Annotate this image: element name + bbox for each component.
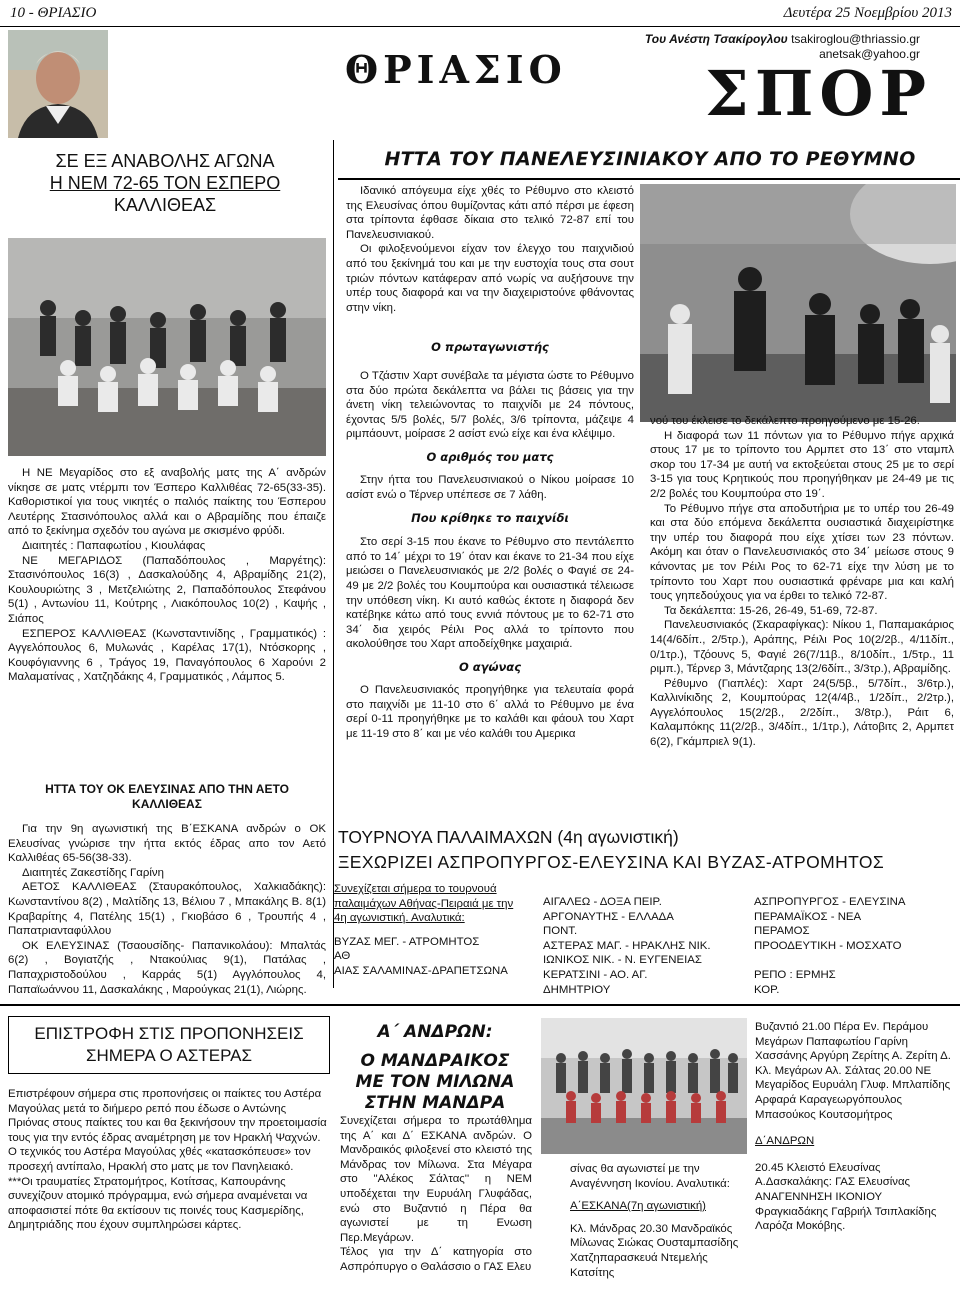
- editor-email[interactable]: tsakiroglou@thriassio.gr: [791, 32, 920, 46]
- tournament-c2-line7: ΔΗΜΗΤΡΙΟΥ: [543, 983, 611, 996]
- main-title-rule: [338, 178, 960, 180]
- tournament-c2-line4: ΑΣΤΕΡΑΣ ΜΑΓ. - ΗΡΑΚΛΗΣ ΝΙΚ.: [543, 939, 711, 952]
- mandra-right-heading: Δ΄ΑΝΔΡΩΝ: [755, 1135, 815, 1148]
- section-title: ΣΠΟΡ: [705, 57, 933, 130]
- p-game: Ο Πανελευσινιακός προηγήθηκε για τελευταία φορά στο παιχνίδι με 11-10 στο 6΄ αλλά το Ρέθυμνο με ένα σερί 0-11 προηγήθηκε με το καλάθι και φάουλ του Χαρτ με 11-19 στο 8΄ και με νέο καλάθι του Αμερικα: [346, 683, 634, 740]
- col3-p6: Ρέθυμνο (Γιαπλές): Χαρτ 24(5/5β., 5/7δίπ., 3/6τρ.), Καλλινίκιδης 2, Κουμπούρας 12(4/4β., 1/2δίπ., 2/2τρ.), Αγγελόπουλος 15(2/2β., 2/2δίπ., 3/8τρ.), Ράιτ 6, Καλαμπόκης 11(2/2β., 3/4δίπ., 1/1τρ.), Λάτοβιτς 2, Αρμπετ 6(2), Γκάμπριελ 9(1).: [650, 677, 954, 749]
- col3-p1: νού του έκλεισε το δεκάλεπτο προηγούμενο με 15-26.: [650, 415, 920, 427]
- sub-protagonist: Ο πρωταγωνιστής: [431, 340, 549, 354]
- tournament-c3-line6: ΡΕΠΟ : ΕΡΜΗΣ: [754, 968, 836, 981]
- sub-game: Ο αγώνας: [458, 659, 522, 674]
- action-photo: [640, 184, 956, 422]
- tournament-col2: [543, 895, 743, 997]
- tournament-c1-line2: ΑΘ: [334, 950, 351, 963]
- left2-title-line2: ΚΑΛΛΙΘΕΑΣ: [132, 797, 202, 811]
- masthead-logo: [345, 47, 645, 92]
- training-title1: ΕΠΙΣΤΡΟΦΗ ΣΤΙΣ ΠΡΟΠΟΝΗΣΕΙΣ: [34, 1024, 304, 1043]
- main-intro-p2: Οι φιλοξενούμενοι είχαν τον έλεγχο του παιχνιδιού από του ξεκίνημά του και με την ευστοχία τους στα σουτ τριών πόντων κατάφεραν από νωρίς να αυξήσουνε την υπέρ τους διαφορά και να την διαχειριστούνε φθάνοντας στην νίκη.: [346, 243, 634, 314]
- main-intro: [346, 184, 634, 315]
- team-photo: [8, 238, 326, 456]
- sub-decided: Που κρίθηκε το παιχνίδι: [411, 511, 569, 526]
- mandra-title3: ΣΤΗΝ ΜΑΝΔΡΑ: [364, 1093, 506, 1113]
- left2-title-line1: ΗΤΤΑ ΤΟΥ ΟΚ ΕΛΕΥΣΙΝΑΣ ΑΠΟ ΤΗΝ ΑΕΤΟ: [45, 782, 289, 796]
- left-article2-p1: Για την 9η αγωνιστική της Β΄ΕΣΚΑΝΑ ανδρών ο ΟΚ Ελευσίνας γνώρισε την ήττα εκτός έδρας απο τον Αετό Καλλιθέας 65-56(38-33).: [8, 823, 326, 865]
- main-col2: [650, 414, 954, 750]
- left-article2-p4: ΟΚ ΕΛΕΥΣΙΝΑΣ (Τσαουσίδης- Παπανικολάου): Μπαλτάς 6(2) , Βογιατζής , Ντακούλιας 9(1), Πατάλας , Παπαχριστοδούλου , Καρράς 5(1) Αγγλόπουλος 4, Παπαϊωάννου 11, Δασκαλάκης , Μαρούγκας 21(1), Λιώρης.: [8, 939, 326, 996]
- tournament-c3-line3: ΠΕΡΑΜΟΣ: [754, 925, 810, 938]
- mandra-mid-p1: σίνας θα αγωνιστεί με την Αναγέννηση Ικονίου. Αναλυτικά:: [570, 1163, 730, 1190]
- issue-date: Δευτέρα 25 Νοεμβρίου 2013: [783, 5, 952, 21]
- left-article2-p3: ΑΕΤΟΣ ΚΑΛΛΙΘΕΑΣ (Σταυρακόπουλος, Χαλκιαδάκης): Κωνσταντίνου 8(2) , Μαλτίδης 13, Βέλιου 7 , Μπακάλης Β. 8(1) Κραβαρίτης 4, Πατέλης 15(1) , Γκιοβάσο 6 , Τρουπής 4 , Παπατριανταφύλλου: [8, 881, 326, 938]
- tournament-col1: [334, 882, 526, 979]
- portrait-photo: [8, 30, 108, 138]
- left-article2-body: [8, 822, 326, 997]
- p-decided: Στο σερί 3-15 που έκανε το Ρέθυμνο στο πεντάλεπτο από το 14΄ μέχρι το 19΄ όταν και έκανε το 21-34 που είχε μειώσει ο Πανελευσινιακός με 2/2 βολές ο Φαγιέ σε 24-49 με 2/2 βολές του Κουμπούρα και ουσιαστικά τέλειωσε την υπόθεση νίκη. Κι αυτό καθώς έκτοτε η διαφορά δεν κατέβηκε κάτω από τους εννιά πόντους με το 62-71 στο 34΄ δια χειρός Ρέιλι Ρος αλλά το τρίποντο που ακολούθησε του Χαρτ αποδείχθηκε μαχαιριά.: [346, 536, 634, 651]
- tournament-c3-line5: [754, 953, 954, 968]
- tournament-title1: ΤΟΥΡΝΟΥΑ ΠΑΛΑΙΜΑΧΩΝ (4η αγωνιστική): [338, 827, 679, 847]
- main-intro-p1: Ιδανικό απόγευμα είχε χθές το Ρέθυμνο στο κλειστό της Ελευσίνας όπου θυμίζοντας κάτι από πέρσι με έφεση στα τρίποντα έφθασε δίκαια στο τελικό 72-87 επί του Πανελευσινιακού.: [346, 185, 634, 241]
- left-article-p3: ΝΕ ΜΕΓΑΡΙΔΟΣ (Παπαδόπουλος , Μαργέτης): Στασινόπουλος 16(3) , Δασκαλούδης 4, Αβραμίδης 21(2), Κουλουριώτης 3 , Μετζελιώτης 2, Παπαδόπουλος Στεφάνου 5(1) , Αντωνίου 11, Κούτρης , Λιακόπουλος 10(2) , Καψής , Σιάπος: [8, 554, 326, 625]
- tournament-c3-line1: ΑΣΠΡΟΠΥΡΓΟΣ - ΕΛΕΥΣΙΝΑ: [754, 896, 906, 908]
- left-article-body: [8, 466, 326, 685]
- col3-p5: Πανελευσινιακός (Σκαραφίγκας): Νίκου 1, Παπαμακάριος 14(4/6δίπ., 2/5τρ.), Αράπης, Ρέιλι Ρος 10(2/2β., 4/11δίπ., 0/1τρ.), Τζόουνς 5, Φαγιέ 26(7/11β., 8/10δίπ., 1/5τρ., 11 ριμπ.), Τέρνερ 3, Μάντζαρης 13(2/6δίπ., 3/3τρ.), Αβραμίδης.: [650, 619, 954, 676]
- tournament-c2-line1: ΑΙΓΑΛΕΩ - ΔΟΞΑ ΠΕΙΡ.: [543, 896, 662, 908]
- training-p3: ***Οι τραυματίες Στρατομήτρος, Κοτίτσας, Καπουράνης συνεχίζουν ατομικό πρόγραμμα, ενώ σήμερα αναμένεται να αποφασιστεί πότε θα εκτίσουν τις ποινές τους Κασμερίδης, Δημητριάδης που έχουν συμπληρώσει κάρτες.: [8, 1175, 308, 1232]
- left-article-p4: ΕΣΠΕΡΟΣ ΚΑΛΛΙΘΕΑΣ (Κωνσταντινίδης , Γραμματικός) : Αγγελόπουλος 6, Μυλωνάς , Καρέλας 17(1), Ντόσκορης , Κουφόγιαννης 6 , Τράγος 19, Παναγόπουλος 6 Χαρούνι 2 Μαλαματίνας , Χατζηδάκης 4, Γραμματικός , Λάμπος 5.: [8, 627, 326, 684]
- col3-p3: Το Ρέθυμνο πήγε στα αποδυτήρια με το υπέρ του 26-49 και στα δύο επόμενα δεκάλεπτα ουσιαστικά διαχειρίστηκε την υπέρ του διαφορά που είχε χτίσει των 23 πόντων. Ακόμη και όταν ο Πανελευσινιακός στο 34΄ μείωσε στους 9 κάνοντας με τον Ρέιλι Ρος το 62-71 είχε την λύση με το τρίποντο του Χαρτ που ουσιαστικά φρέναρε μια και καλή τους γηπεδούχους για να έρθει το τελικό 72-87.: [650, 502, 954, 603]
- mandra-right-p2: Κλ. Μεγάρων Αλ. Σάλτας 20.00 ΝΕ Μεγαρίδος Ευρυάλη Γλυφ. Μπλαπίδης Αρφαρά Καραγεωργόπουλος Μπασούκος Κουτσομήτρος: [755, 1064, 951, 1121]
- editor-line: [645, 32, 920, 46]
- tournament-intro: Συνεχίζεται σήμερα το τουρνουά παλαιμάχων Αθήνας-Πειραιά με την 4η αγωνιστική. Αναλυτικά:: [334, 883, 514, 925]
- mandra-mid-col: [570, 1162, 750, 1280]
- mandra-title2: ΜΕ ΤΟΝ ΜΙΛΩΝΑ: [355, 1072, 515, 1092]
- column-divider: [333, 140, 334, 988]
- masthead-title: ΘΡΙΑΣΙΟ: [345, 47, 567, 92]
- training-p2: Ο τεχνικός του Αστέρα Μαγούλας χθές «κατασκόπευσε» τον προσεχή αντίπαλο, Ηρακλή στο ματς με τον Πανηλειακό.: [8, 1146, 311, 1173]
- mandra-p2: Τέλος για την Δ΄ κατηγορία στο Ασπρόπυργο ο Θαλάσσιο ο ΓΑΣ Ελευ: [340, 1246, 532, 1273]
- mandra-headline: [340, 1022, 530, 1114]
- left-article-title: [20, 150, 310, 216]
- tournament-c2-line2: ΑΡΓΟΝΑΥΤΗΣ - ΕΛΛΑΔΑ: [543, 910, 674, 923]
- left-article2-p2: Διαιτητές Ζακεστίδης Γαρίνη: [22, 866, 164, 879]
- p-number: Στην ήττα του Πανελευσινιακού ο Νίκου μοίρασε 10 ασίστ ενώ ο Τέρνερ υπέπεσε σε 7 λάθη.: [346, 473, 634, 501]
- training-body: [8, 1087, 328, 1233]
- left-title-line1: ΣΕ ΕΞ ΑΝΑΒΟΛΗΣ ΑΓΩΝΑ: [55, 151, 275, 171]
- mandra-kicker: Α΄ ΑΝΔΡΩΝ:: [377, 1022, 493, 1042]
- main-col1: [346, 340, 634, 741]
- editor-name: Του Ανέστη Τσακίρογλου: [644, 32, 788, 46]
- tournament-col3: [754, 895, 954, 997]
- tournament-c3-line2: ΠΕΡΑΜΑΪΚΟΣ - ΝΕΑ: [754, 910, 862, 923]
- team-photo-2: [541, 1018, 747, 1154]
- training-p1: Επιστρέφουν σήμερα στις προπονήσεις οι παίκτες του Αστέρα Μαγούλας μετά το διήμερο ρεπό που έδωσε ο Αντώνης Πριόνας στους παίκτες του και θα ξεκινήσουν την προετοιμασία τους για την εντός έδρας αναμέτρηση με τον Ηρακλή Ψαχνών.: [8, 1088, 327, 1144]
- main-article-title: ΗΤΤΑ ΤΟΥ ΠΑΝΕΛΕΥΣΙΝΙΑΚΟΥ ΑΠΟ ΤΟ ΡΕΘΥΜΝΟ: [384, 148, 916, 170]
- left-title-line3: ΚΑΛΛΙΘΕΑΣ: [113, 195, 217, 215]
- mandra-p1: Συνεχίζεται σήμερα το πρωτάθλημα της Α΄ και Δ΄ ΕΣΚΑΝΑ ανδρών. Ο Μανδραικός φιλοξενεί στο κλειστό της Μάνδρας τον Μίλωνα. Στα Μέγαρα στο ''Αλέκος Σάλτας'' η ΝΕΜ υποδέχεται την Ευρυάλη Γλυφάδας, ενώ στο Βυζαντιό η Πέρα θα αγωνιστεί με τη Ενωση Περ.Μεγάρων.: [340, 1115, 532, 1244]
- tournament-c2-line5: ΙΩΝΙΚΟΣ ΝΙΚ. - Ν. ΕΥΓΕΝΕΙΑΣ: [543, 954, 702, 967]
- left-title-line2: Η ΝΕΜ 72-65 ΤΟΝ ΕΣΠΕΡΟ: [49, 173, 281, 193]
- mandra-title1: Ο ΜΑΝΔΡΑΙΚΟΣ: [360, 1051, 510, 1071]
- tournament-c2-line6: ΚΕΡΑΤΣΙΝΙ - ΑΟ. ΑΓ.: [543, 968, 648, 981]
- mandra-mid-p2: Κλ. Μάνδρας 20.30 Μανδραϊκός Μίλωνας Σιώκας Ουσταμπασίδης Χατζηπαρασκευά Ντεμελής Κατσίτης: [570, 1222, 739, 1279]
- left-article-p1: Η ΝΕ Μεγαρίδος στο εξ αναβολής ματς της Α΄ ανδρών νίκησε σε ματς ντέρμπι τον Έσπερο Καλλιθέας 72-65(33-35). Καθοριστικοί για τους νικητές ο παλιός παίκτης του Έσπερου Λευτέρης Στασινόπουλος αλλά και ο Αβραμίδης που έπαιζε από το ξεκίνημα σχεδόν του αγώνα με σκισμένο φρύδι.: [8, 467, 326, 538]
- mandra-right-p3: 20.45 Κλειστό Ελευσίνας Α.Δασκαλάκης: ΓΑΣ Ελευσίνας ΑΝΑΓΕΝΝΗΣΗ ΙΚΟΝΙΟΥ Φραγκιαδάκης Γαβριήλ Τσιπλακίδης Λαρόζα Μοκόβης.: [755, 1161, 937, 1233]
- col3-p2: Η διαφορά των 11 πόντων για το Ρέθυμνο πήγε αρχικά στους 17 με το τρίποντο του Αρμπετ στο 13΄ στο νταμπλ σκορ του 17-34 με αυτή να εκτοξεύεται στους 25 με το σερί 3-15 για τους Κρητικούς που προηγήθηκαν με 24-49 με τις 2/2 βολές του Κουμπούρα στο 19΄.: [650, 429, 954, 500]
- training-title-box: [8, 1016, 330, 1074]
- mandra-mid-heading: Α΄ΕΣΚΑΝΑ(7η αγωνιστική): [570, 1200, 706, 1213]
- editor-email-2[interactable]: anetsak@yahoo.gr: [819, 47, 920, 61]
- mandra-body: [340, 1114, 532, 1275]
- sub-number: Ο αριθμός του ματς: [426, 449, 554, 464]
- p-protagonist: Ο Τζάστιν Χαρτ συνέβαλε τα μέγιστα ώστε το Ρέθυμνο στα δύο πρώτα δεκάλεπτα να βάλει τις βάσεις για την άνετη νίκη τελειώνοντας το παιχνίδι με 24 πόντους, έχοντας 5/5 βολές, 5/7 βολές, 3/6 τρίποντα, μάζεψε 4 ριμπάουντ, μοίρασε 2 ασίστ ενώ είχε και ένα κλέψιμο.: [346, 370, 634, 441]
- page-label: 10 - ΘΡΙΑΣΙΟ: [10, 5, 97, 21]
- tournament-c3-line7: ΚΟΡ.: [754, 983, 780, 996]
- bottom-rule: [0, 1004, 960, 1006]
- training-title2: ΣΗΜΕΡΑ Ο ΑΣΤΕΡΑΣ: [86, 1046, 252, 1065]
- mandra-right-col: [755, 1020, 951, 1234]
- tournament-c3-line4: ΠΡΟΟΔΕΥΤΙΚΗ - ΜΟΣΧΑΤΟ: [754, 939, 902, 952]
- tournament-c2-line3: ΠΟΝΤ.: [543, 925, 578, 938]
- left-article-p2: Διαιτητές : Παπαφωτίου , Κιουλάφας: [22, 539, 206, 552]
- col3-p4: Τα δεκάλεπτα: 15-26, 26-49, 51-69, 72-87.: [664, 604, 878, 617]
- header-rule: [0, 26, 960, 27]
- mandra-right-p1: Βυζαντιό 21.00 Πέρα Εν. Περάμου Μεγάρων Παπαφωτίου Γαρίνη Χασσάνης Αργύρη Ζερίτης Α. Ζερίτη Δ.: [755, 1021, 951, 1063]
- tournament-c1-line1: ΒΥΖΑΣ ΜΕΓ. - ΑΤΡΟΜΗΤΟΣ: [334, 935, 480, 948]
- tournament-c1-line3: ΑΙΑΣ ΣΑΛΑΜΙΝΑΣ-ΔΡΑΠΕΤΣΩΝΑ: [334, 964, 508, 977]
- left-article2-title: [8, 782, 326, 812]
- tournament-title2: ΞΕΧΩΡΙΖΕΙ ΑΣΠΡΟΠΥΡΓΟΣ-ΕΛΕΥΣΙΝΑ ΚΑΙ ΒΥΖΑΣ-ΑΤΡΟΜΗΤΟΣ: [338, 852, 885, 872]
